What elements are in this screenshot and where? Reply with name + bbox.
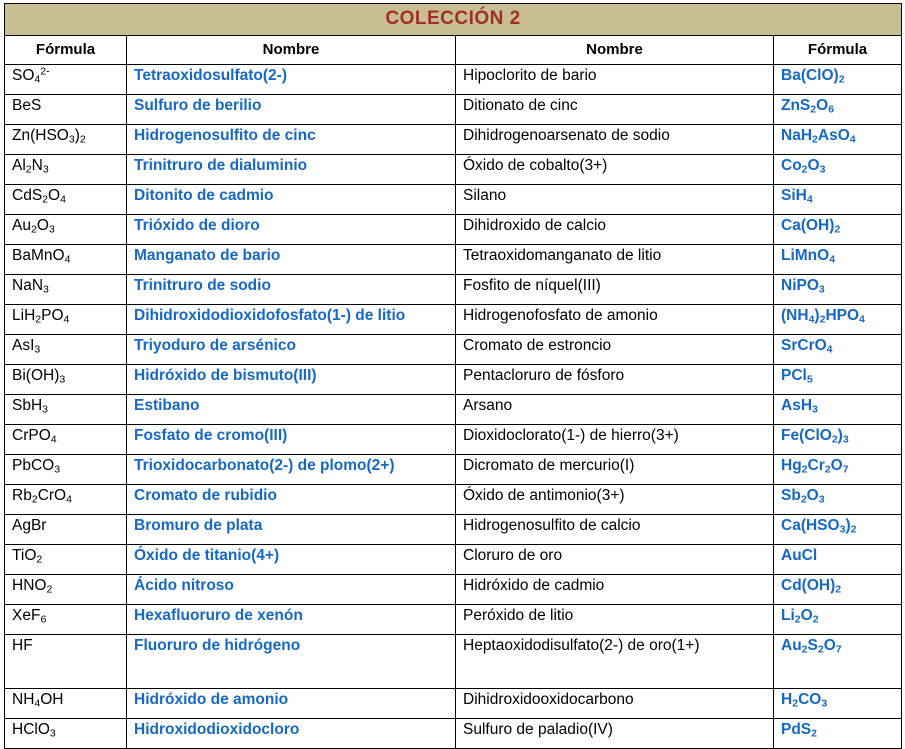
page-title: COLECCIÓN 2 — [385, 8, 521, 29]
cell-formula-right: $ZnS_2O_6$ — [774, 95, 902, 125]
cell-formula-left: CrPO$_4$ — [5, 425, 127, 455]
cell-nombre-left: Hidrogenosulfito de cinc — [127, 125, 456, 155]
cell-formula-left: $LiH_2PO_4$ — [5, 305, 127, 335]
table-row — [5, 275, 902, 305]
cell-nombre-left: Trinitruro de dialuminio — [127, 155, 456, 185]
cell-formula-right: $H_2CO_3$ — [774, 689, 902, 719]
cell-nombre-left: Hexafluoruro de xenón — [127, 605, 456, 635]
cell-nombre-left: Sulfuro de berilio — [127, 95, 456, 125]
column-header-nombre-left: Nombre — [127, 36, 456, 65]
table-row — [5, 485, 902, 515]
table-row — [5, 95, 902, 125]
cell-nombre-left: Óxido de titanio(4+) — [127, 545, 456, 575]
cell-formula-right: $Co_2O_3$ — [774, 155, 902, 185]
cell-nombre-right: Arsano — [456, 395, 774, 425]
table-row — [5, 335, 902, 365]
cell-formula-left: $Rb_2CrO_4$ — [5, 485, 127, 515]
table-row — [5, 425, 902, 455]
coleccion-table — [4, 3, 902, 749]
table-row — [5, 365, 902, 395]
cell-nombre-left: Ditonito de cadmio — [127, 185, 456, 215]
cell-formula-right: $Fe(ClO_2)_3$ — [774, 425, 902, 455]
cell-nombre-left: Trioxidocarbonato(2-) de plomo(2+) — [127, 455, 456, 485]
cell-nombre-left: Ácido nitroso — [127, 575, 456, 605]
column-header-formula-right: Fórmula — [774, 36, 902, 65]
cell-formula-left: $SO_4^{2-}$ — [5, 65, 127, 95]
table-row — [5, 155, 902, 185]
cell-formula-right: AsH$_3$ — [774, 395, 902, 425]
table-row — [5, 245, 902, 275]
cell-formula-right: PdS$_2$ — [774, 719, 902, 749]
table-row — [5, 545, 902, 575]
cell-nombre-left: Hidróxido de amonio — [127, 689, 456, 719]
cell-formula-left: BaMnO$_4$ — [5, 245, 127, 275]
cell-formula-left: AsI$_3$ — [5, 335, 127, 365]
cell-nombre-right: Dicromato de mercurio(I) — [456, 455, 774, 485]
cell-formula-left: $Al_2N_3$ — [5, 155, 127, 185]
cell-nombre-right: Sulfuro de paladio(IV) — [456, 719, 774, 749]
table-row — [5, 305, 902, 335]
cell-formula-right: SrCrO$_4$ — [774, 335, 902, 365]
cell-nombre-right: Hidrogenosulfito de calcio — [456, 515, 774, 545]
cell-formula-right: NaH$_2$AsO$_4$ — [774, 125, 902, 155]
column-header-nombre-right: Nombre — [456, 36, 774, 65]
cell-nombre-left: Manganato de bario — [127, 245, 456, 275]
table-row — [5, 125, 902, 155]
cell-nombre-left: Dihidroxidodioxidofosfato(1-) de litio — [127, 305, 456, 335]
cell-formula-left: TiO$_2$ — [5, 545, 127, 575]
cell-formula-right: PCl$_5$ — [774, 365, 902, 395]
cell-formula-right: $Sb_2O_3$ — [774, 485, 902, 515]
cell-nombre-right: Hidróxido de cadmio — [456, 575, 774, 605]
table-header-row — [5, 36, 902, 65]
table-row — [5, 455, 902, 485]
cell-nombre-right: Dihidroxidooxidocarbono — [456, 689, 774, 719]
table-row — [5, 65, 902, 95]
cell-nombre-right: Silano — [456, 185, 774, 215]
cell-nombre-left: Trióxido de dioro — [127, 215, 456, 245]
table-row — [5, 635, 902, 689]
cell-nombre-left: Hidroxidodioxidocloro — [127, 719, 456, 749]
cell-nombre-right: Ditionato de cinc — [456, 95, 774, 125]
cell-formula-right: LiMnO$_4$ — [774, 245, 902, 275]
cell-nombre-right: Tetraoxidomanganato de litio — [456, 245, 774, 275]
cell-nombre-right: Dioxidoclorato(1-) de hierro(3+) — [456, 425, 774, 455]
cell-formula-left: BeS — [5, 95, 127, 125]
cell-formula-left: $Au_2O_3$ — [5, 215, 127, 245]
cell-nombre-right: Heptaoxidodisulfato(2-) de oro(1+) — [456, 635, 774, 689]
cell-nombre-left: Tetraoxidosulfato(2-) — [127, 65, 456, 95]
table-row — [5, 395, 902, 425]
cell-nombre-right: Dihidrogenoarsenato de sodio — [456, 125, 774, 155]
table-row — [5, 515, 902, 545]
table-row — [5, 719, 902, 749]
table-row — [5, 185, 902, 215]
cell-nombre-right: Fosfito de níquel(III) — [456, 275, 774, 305]
table-row — [5, 689, 902, 719]
cell-formula-left: PbCO$_3$ — [5, 455, 127, 485]
cell-formula-right: AuCl — [774, 545, 902, 575]
cell-nombre-left: Cromato de rubidio — [127, 485, 456, 515]
cell-formula-right: $Li_2O_2$ — [774, 605, 902, 635]
cell-nombre-left: Triyoduro de arsénico — [127, 335, 456, 365]
cell-formula-left: XeF$_6$ — [5, 605, 127, 635]
cell-nombre-left: Fluoruro de hidrógeno — [127, 635, 456, 689]
cell-formula-left: HClO$_3$ — [5, 719, 127, 749]
cell-formula-right: SiH$_4$ — [774, 185, 902, 215]
cell-formula-right: $Hg_2Cr_2O_7$ — [774, 455, 902, 485]
cell-formula-left: SbH$_3$ — [5, 395, 127, 425]
cell-formula-right: $(NH_4)_2HPO_4$ — [774, 305, 902, 335]
cell-formula-right: $Ca(HSO_3)_2$ — [774, 515, 902, 545]
cell-nombre-left: Fosfato de cromo(III) — [127, 425, 456, 455]
cell-nombre-left: Hidróxido de bismuto(III) — [127, 365, 456, 395]
cell-nombre-right: Hidrogenofosfato de amonio — [456, 305, 774, 335]
cell-nombre-right: Dihidroxido de calcio — [456, 215, 774, 245]
cell-formula-left: AgBr — [5, 515, 127, 545]
cell-formula-left: $CdS_2O_4$ — [5, 185, 127, 215]
table-row — [5, 215, 902, 245]
table-title-row — [5, 4, 902, 36]
table-body — [5, 65, 902, 749]
column-header-formula-left: Fórmula — [5, 36, 127, 65]
cell-nombre-right: Cloruro de oro — [456, 545, 774, 575]
cell-formula-left: $Zn(HSO_3)_2$ — [5, 125, 127, 155]
cell-formula-right: NiPO$_3$ — [774, 275, 902, 305]
table-row — [5, 575, 902, 605]
cell-formula-left: $NH_4OH$ — [5, 689, 127, 719]
cell-nombre-right: Peróxido de litio — [456, 605, 774, 635]
cell-nombre-left: Trinitruro de sodio — [127, 275, 456, 305]
cell-nombre-left: Bromuro de plata — [127, 515, 456, 545]
cell-formula-right: $Ca(OH)_2$ — [774, 215, 902, 245]
cell-formula-left: $HNO_2$ — [5, 575, 127, 605]
table-row — [5, 605, 902, 635]
cell-nombre-right: Cromato de estroncio — [456, 335, 774, 365]
cell-nombre-right: Óxido de antimonio(3+) — [456, 485, 774, 515]
cell-formula-left: NaN$_3$ — [5, 275, 127, 305]
cell-formula-right: $Au_2S_2O_7$ — [774, 635, 902, 689]
cell-nombre-right: Hipoclorito de bario — [456, 65, 774, 95]
cell-formula-left: HF — [5, 635, 127, 689]
cell-formula-left: $Bi(OH)_3$ — [5, 365, 127, 395]
cell-nombre-right: Pentacloruro de fósforo — [456, 365, 774, 395]
table-title-cell — [5, 4, 902, 36]
cell-formula-right: $Cd(OH)_2$ — [774, 575, 902, 605]
cell-nombre-left: Estibano — [127, 395, 456, 425]
cell-nombre-right: Óxido de cobalto(3+) — [456, 155, 774, 185]
cell-formula-right: $Ba(ClO)_2$ — [774, 65, 902, 95]
